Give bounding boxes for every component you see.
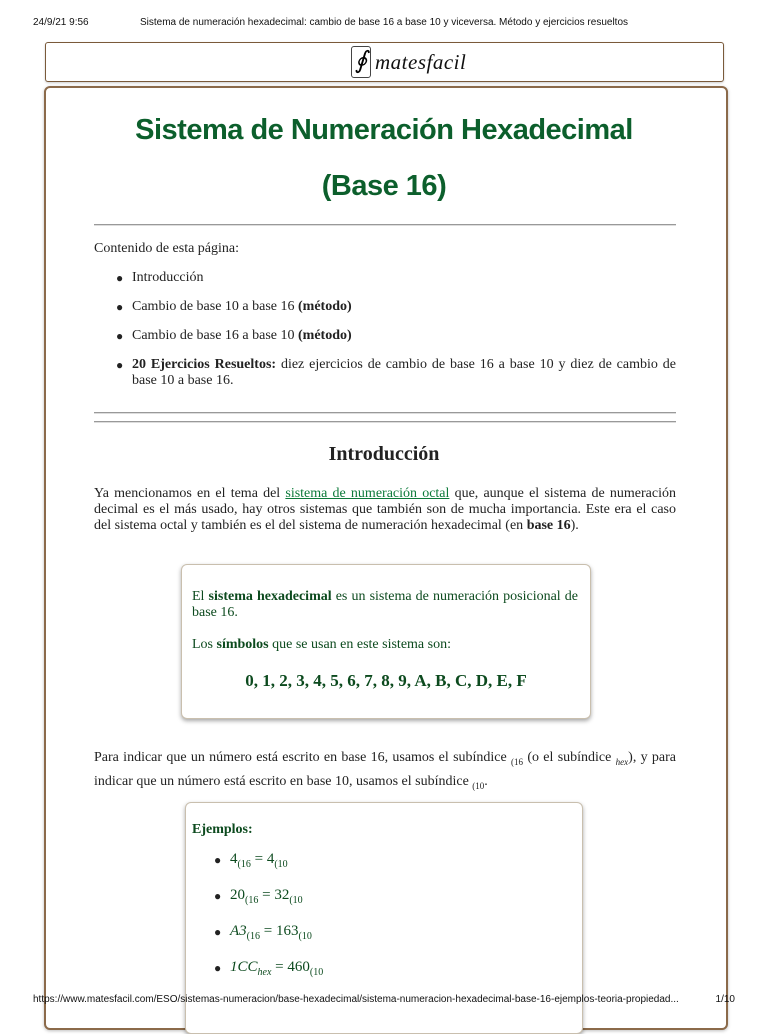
intro-text: Ya mencionamos en el tema del [94,486,286,501]
subindex-text: ), y para indicar que un número está escrito en base 10, usamos el subíndice [94,750,677,789]
logo-brand-text: matesfacil [375,49,467,74]
toc-item-bold: (método) [298,299,352,314]
example-rhs-sub: (10 [309,967,324,978]
def-text: es un sistema de numeración posicional de base 16. [192,589,578,620]
subindex-16: (16 [511,756,524,767]
example-rhs: 460 [287,959,310,975]
def-bold: símbolos [216,637,269,652]
page-number: 1/10 [715,994,735,1005]
example-lhs-sub: hex [257,967,272,978]
example-item [192,923,323,959]
subindex-10: (10 [472,780,485,791]
toc-intro: Contenido de esta página: [94,241,240,256]
section-heading-introduccion: Introducción [328,443,440,465]
example-lhs-sub: (16 [246,931,261,942]
intro-text: que, aunque el sistema de numeración decimal es el más usado, hay otros sistemas que también son de mucha importancia. Este era el caso del sistema octal y también es el del sistema de numeración hexadecimal (en [94,486,676,533]
example-eq: = [271,959,288,975]
table-of-contents [94,270,676,402]
page-title-line1: Sistema de Numeración Hexadecimal [135,114,633,146]
toc-item-text: diez ejercicios de cambio de base 16 a base 10 y diez de cambio de base 10 a base 16. [132,357,676,388]
def-text: Los [192,637,217,652]
intro-paragraph [94,486,676,534]
def-text: El [192,589,209,604]
example-rhs-sub: (10 [289,895,303,906]
example-item [192,851,323,887]
definition-line [192,589,578,621]
page-title-line2: (Base 16) [321,170,447,202]
intro-bold: base 16 [526,518,571,533]
example-lhs: 4 [230,851,238,867]
toc-item-base16-to-10[interactable] [94,328,676,344]
example-lhs: 20 [230,887,245,903]
symbols-intro-line [192,637,578,653]
bullet-icon: ● [214,925,222,939]
toc-item-bold: (método) [298,328,352,343]
example-rhs: 163 [275,923,299,939]
toc-item-text: Introducción [132,270,204,285]
print-footer [0,994,768,1008]
example-lhs-sub: (16 [245,895,259,906]
divider [94,224,676,226]
example-lhs: 1CC [230,959,258,975]
example-eq: = [258,887,275,903]
bullet-icon: ● [214,889,222,903]
toc-item-text: Cambio de base 10 a base 16 [132,299,299,314]
example-rhs: 32 [274,887,290,903]
print-date: 24/9/21 9:56 [33,17,89,28]
bullet-icon: ● [116,358,124,372]
integral-icon: ∮ [351,46,371,78]
subindex-text: (o el subíndice [523,750,616,765]
toc-item-bold: 20 Ejercicios Resueltos: [132,357,277,372]
site-logo[interactable] [351,45,466,79]
examples-list [192,851,323,995]
divider [94,412,676,414]
print-url: https://www.matesfacil.com/ESO/sistemas-numeracion/base-hexadecimal/sistema-numeracion-hexadecimal-base-16-ejemplos-teoria-propiedad... [33,994,679,1005]
bullet-icon: ● [116,300,124,314]
toc-item-base10-to-16[interactable] [94,299,676,315]
bullet-icon: ● [214,961,222,975]
subindex-paragraph [94,748,676,796]
print-page-title: Sistema de numeración hexadecimal: cambio de base 16 a base 10 y viceversa. Método y ejercicios resueltos [139,17,629,28]
subindex-text: . [484,773,488,789]
def-bold: sistema hexadecimal [208,589,332,604]
example-rhs: 4 [266,851,275,867]
logo-bar [45,42,724,82]
example-item [192,959,323,995]
bullet-icon: ● [214,853,222,867]
hex-symbols: 0, 1, 2, 3, 4, 5, 6, 7, 8, 9, A, B, C, D, E, F [245,671,527,690]
example-rhs-sub: (10 [274,859,288,870]
subindex-hex: hex [615,756,629,767]
example-lhs: A3 [230,923,247,939]
example-rhs-sub: (10 [298,931,312,942]
toc-item-ejercicios[interactable] [94,357,676,389]
definition-box [181,564,591,719]
print-header [0,14,768,30]
def-text: que se usan en este sistema son: [268,637,451,652]
divider [94,421,676,423]
examples-title: Ejemplos: [192,822,253,837]
example-eq: = [260,923,276,939]
subindex-text: Para indicar que un número está escrito en base 16, usamos el subíndice [94,750,512,765]
toc-item-introduccion[interactable] [94,270,676,286]
example-eq: = [250,851,267,867]
bullet-icon: ● [116,271,124,285]
example-item [192,887,323,923]
octal-system-link[interactable]: sistema de numeración octal [285,486,450,501]
toc-item-text: Cambio de base 16 a base 10 [132,328,299,343]
bullet-icon: ● [116,329,124,343]
example-lhs-sub: (16 [237,859,251,870]
intro-text: ). [570,518,579,533]
